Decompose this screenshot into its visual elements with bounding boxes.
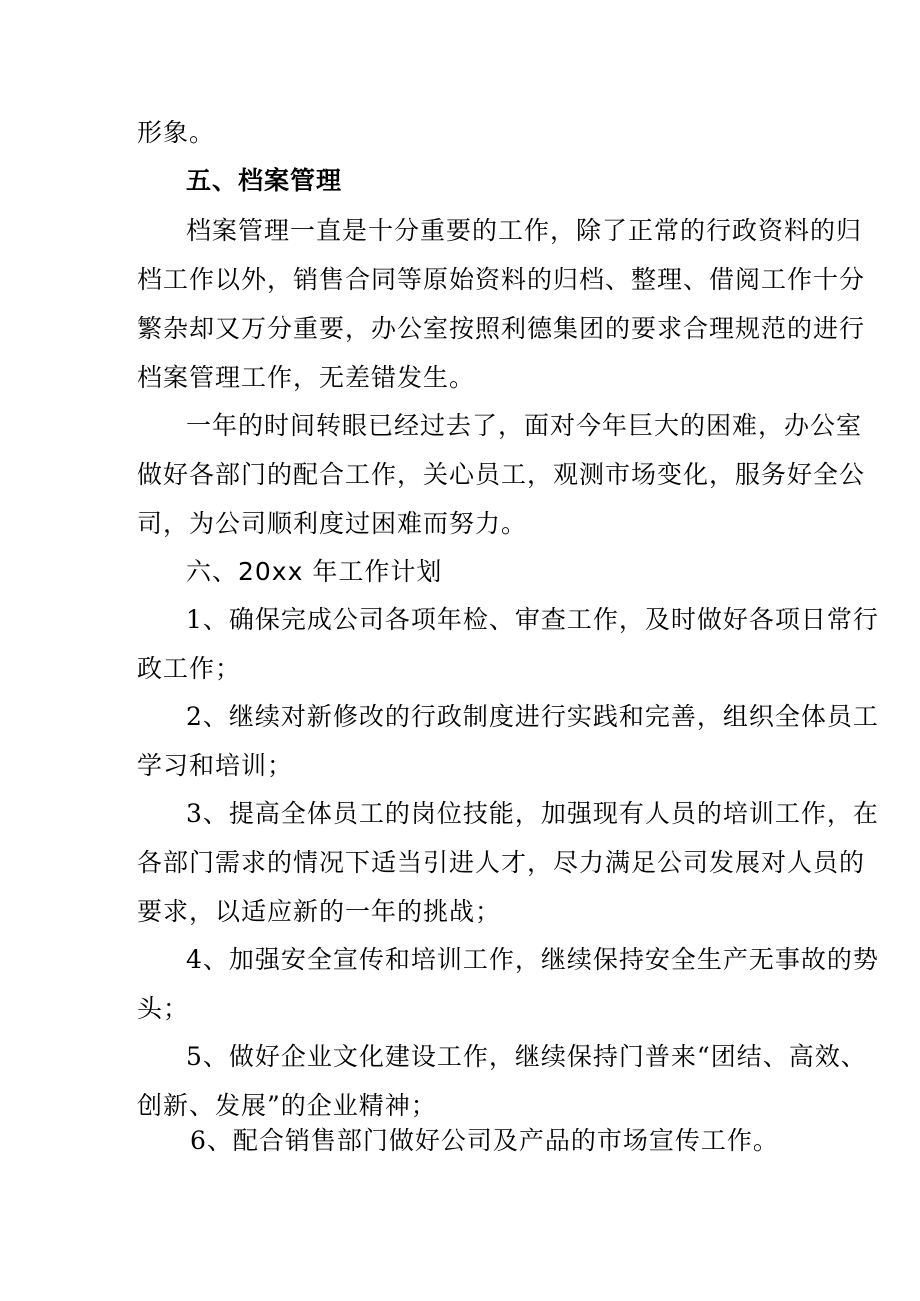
paragraph-line: 档工作以外，销售合同等原始资料的归档、整理、借阅工作十分 xyxy=(137,265,866,294)
paragraph-line: 档案管理一直是十分重要的工作，除了正常的行政资料的归 xyxy=(186,216,863,245)
plan-item-line: 3、提高全体员工的岗位技能，加强现有人员的培训工作，在 xyxy=(186,799,879,828)
paragraph-line: 繁杂却又万分重要，办公室按照利德集团的要求合理规范的进行 xyxy=(137,314,866,343)
plan-item-line: 头； xyxy=(137,994,190,1023)
plan-item-line: 学习和培训； xyxy=(137,751,294,780)
plan-item-line: 各部门需求的情况下适当引进人才，尽力满足公司发展对人员的 xyxy=(137,848,866,877)
paragraph-line: 司，为公司顺利度过困难而努力。 xyxy=(137,509,528,538)
paragraph-line: 一年的时间转眼已经过去了，面对今年巨大的困难，办公室 xyxy=(186,411,863,440)
paragraph-line: 做好各部门的配合工作，关心员工，观测市场变化，服务好全公 xyxy=(137,460,866,489)
plan-item-line: 4、加强安全宣传和培训工作，继续保持安全生产无事故的势 xyxy=(186,945,879,974)
plan-item-line: 5、做好企业文化建设工作，继续保持门普来“团结、高效、 xyxy=(186,1042,867,1071)
plan-item-line: 1、确保完成公司各项年检、审查工作，及时做好各项日常行 xyxy=(186,605,879,634)
plan-item-line: 政工作； xyxy=(137,654,242,683)
section-heading-archives: 五、档案管理 xyxy=(186,166,343,195)
paragraph-line: 档案管理工作，无差错发生。 xyxy=(137,363,476,392)
plan-item-line: 6、配合销售部门做好公司及产品的市场宣传工作。 xyxy=(190,1126,779,1155)
plan-item-line: 2、继续对新修改的行政制度进行实践和完善，组织全体员工 xyxy=(186,702,879,731)
section-heading-work-plan: 六、20xx 年工作计划 xyxy=(186,557,443,586)
carry-over-line: 形象。 xyxy=(137,118,216,147)
plan-item-line: 要求，以适应新的一年的挑战； xyxy=(137,897,502,926)
plan-item-line: 创新、发展”的企业精神； xyxy=(137,1091,437,1120)
